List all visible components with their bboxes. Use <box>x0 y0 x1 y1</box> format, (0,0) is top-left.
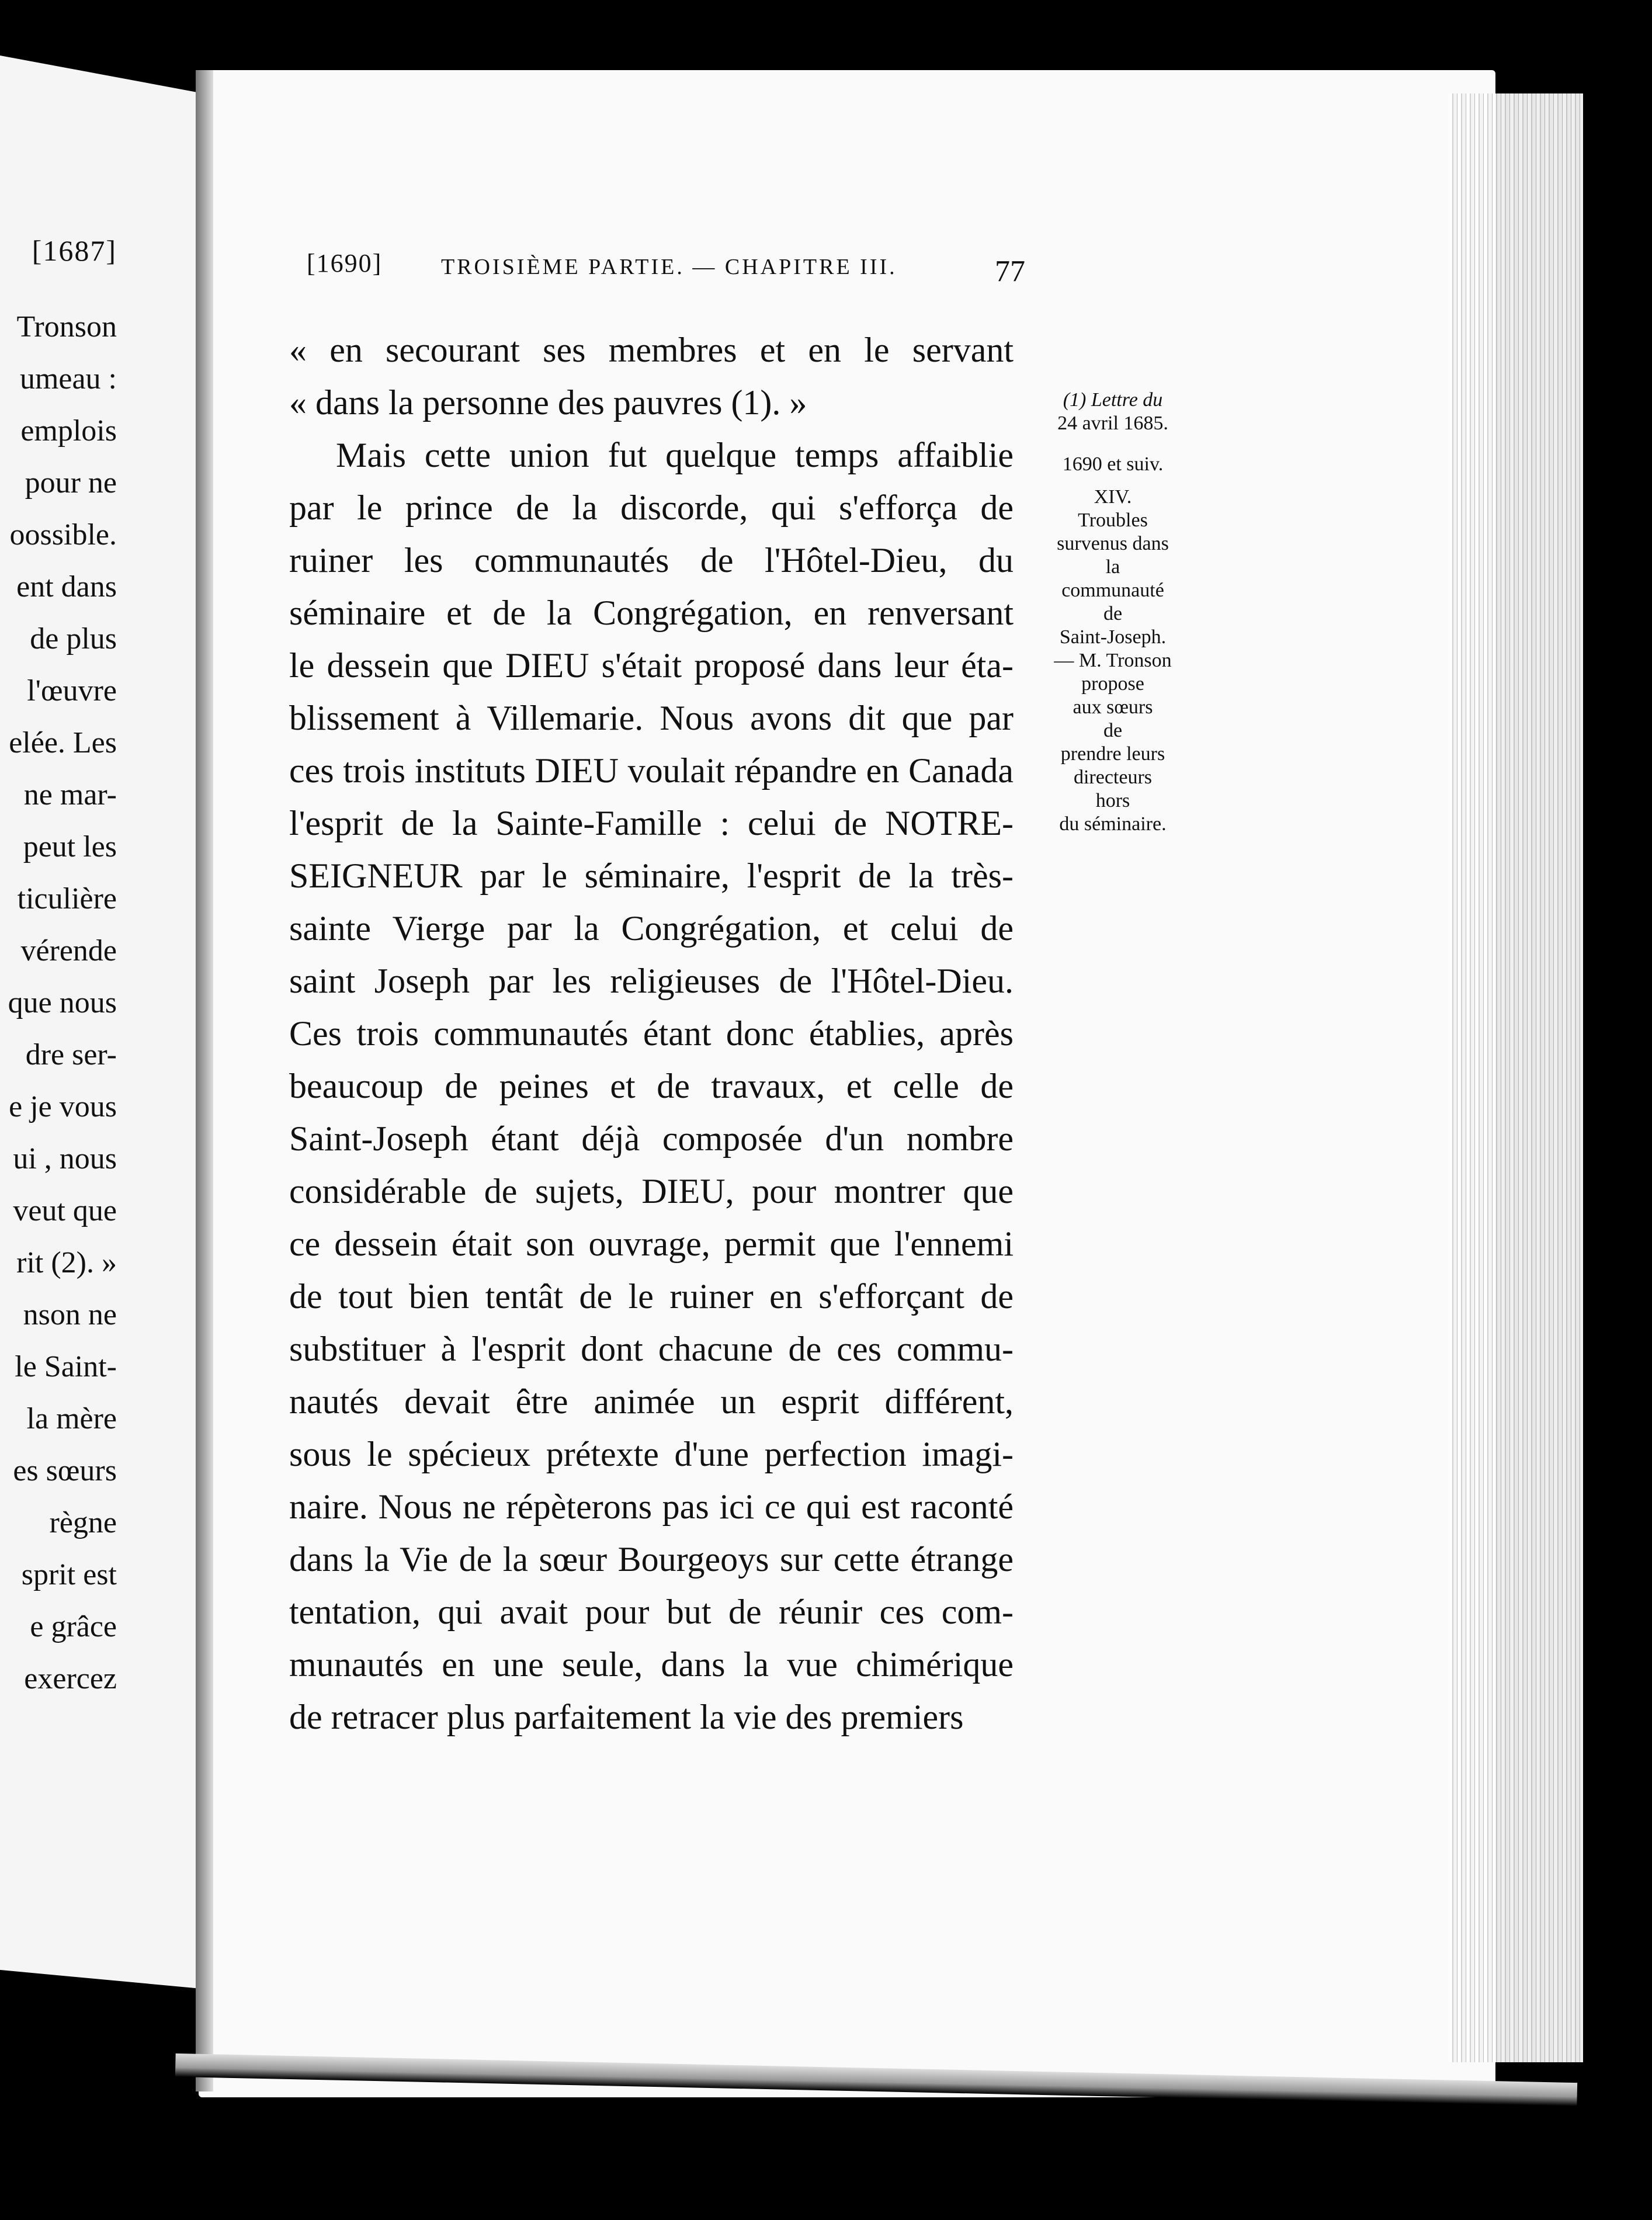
body-line: considérable de sujets, DIEU, pour montrer que <box>289 1172 1014 1210</box>
body-line: tentation, qui avait pour but de réunir ces com- <box>289 1593 1014 1631</box>
left-page-line: peut les <box>23 830 117 863</box>
body-line: saint Joseph par les religieuses de l'Hôtel-Dieu. <box>289 962 1014 1000</box>
margin-notes <box>1028 388 1198 836</box>
margin-summary-line: du séminaire. <box>1059 813 1167 835</box>
body-line: sous le spécieux prétexte d'une perfection imagi- <box>289 1435 1014 1473</box>
margin-summary-line: — M. Tronson <box>1054 650 1172 671</box>
margin-summary-line: de <box>1103 720 1123 741</box>
page-number: 77 <box>995 255 1025 288</box>
body-line: Ces trois communautés étant donc établies, après <box>289 1014 1014 1053</box>
left-page-line: ent dans <box>16 570 117 603</box>
footnote-line: 24 avril 1685. <box>1057 412 1168 434</box>
body-line: ce dessein était son ouvrage, permit que l'ennemi <box>289 1225 1014 1263</box>
left-page-line: de plus <box>30 622 117 655</box>
body-line: beaucoup de peines et de travaux, et celle de <box>289 1067 1014 1105</box>
left-page-header: [1687] <box>32 234 117 267</box>
left-page-line: umeau : <box>19 362 117 396</box>
left-page-line: l'œuvre <box>27 674 117 707</box>
margin-summary-line: communauté <box>1061 580 1164 601</box>
left-page-line: ticulière <box>17 882 117 915</box>
margin-summary-line: XIV. <box>1094 486 1132 508</box>
body-line: blissement à Villemarie. Nous avons dit que par <box>289 699 1014 737</box>
margin-summary-line: Troubles <box>1078 509 1148 531</box>
left-page-line: veut que <box>13 1194 117 1227</box>
body-line: de tout bien tentât de le ruiner en s'efforçant de <box>289 1277 1014 1316</box>
body-line: le dessein que DIEU s'était proposé dans leur éta- <box>289 646 1014 685</box>
margin-summary-line: survenus dans <box>1057 533 1169 554</box>
margin-summary-line: directeurs <box>1073 766 1153 788</box>
margin-summary-line: la <box>1105 556 1120 578</box>
body-line: par le prince de la discorde, qui s'efforça de <box>289 488 1014 527</box>
left-page-line: pour ne <box>25 466 117 500</box>
margin-summary-line: Saint-Joseph. <box>1059 626 1167 648</box>
body-line: sainte Vierge par la Congrégation, et celui de <box>289 909 1014 948</box>
running-head <box>307 248 1025 295</box>
body-line: munautés en une seule, dans la vue chimérique <box>289 1645 1014 1684</box>
body-line: Saint-Joseph étant déjà composée d'un nombre <box>289 1119 1014 1158</box>
margin-summary-line: aux sœurs <box>1073 696 1153 718</box>
left-page <box>0 56 207 1989</box>
body-line: « en secourant ses membres et en le servant <box>289 331 1014 369</box>
body-line: nautés devait être animée un esprit différent, <box>289 1382 1014 1421</box>
body-line: ruiner les communautés de l'Hôtel-Dieu, du <box>289 541 1014 580</box>
left-page-line: dre ser- <box>25 1038 117 1071</box>
left-page-line: emplois <box>20 414 117 448</box>
left-page-line: la mère <box>26 1402 117 1435</box>
margin-summary-line: hors <box>1095 790 1130 811</box>
body-line: substituer à l'esprit dont chacune de ces commu- <box>289 1330 1014 1368</box>
running-head-year: [1690] <box>307 249 383 278</box>
book-spine <box>196 70 213 2091</box>
left-page-line: oossible. <box>9 518 117 551</box>
left-page-line: ui , nous <box>13 1142 117 1175</box>
margin-summary-line: prendre leurs <box>1060 743 1165 765</box>
left-page-line: nson ne <box>23 1298 117 1331</box>
left-page-line: que nous <box>8 986 117 1019</box>
running-head-title: TROISIÈME PARTIE. — CHAPITRE III. <box>441 255 897 279</box>
footnote <box>1028 388 1198 435</box>
left-page-line: sprit est <box>21 1558 117 1591</box>
left-page-line: règne <box>49 1506 117 1539</box>
body-line: naire. Nous ne répèterons pas ici ce qui est raconté <box>289 1487 1014 1526</box>
left-page-line: le Saint- <box>15 1350 117 1383</box>
left-page-line: elée. Les <box>9 726 117 759</box>
margin-date: 1690 et suiv. <box>1062 453 1164 475</box>
left-page-line: ne mar- <box>23 778 117 811</box>
body-line: ces trois instituts DIEU voulait répandre en Canada <box>289 751 1014 790</box>
margin-summary <box>1028 485 1198 836</box>
left-page-line: Tronson <box>16 310 117 344</box>
body-line: « dans la personne des pauvres (1). » <box>289 383 807 422</box>
body-line: l'esprit de la Sainte-Famille : celui de NOTRE- <box>289 804 1014 842</box>
margin-summary-line: propose <box>1081 673 1144 695</box>
left-page-line: exercez <box>24 1662 117 1695</box>
body-line: Mais cette union fut quelque temps affaiblie <box>336 436 1014 474</box>
page-edges <box>1449 93 1583 2062</box>
left-page-line: e grâce <box>30 1610 117 1643</box>
footnote-line: (1) Lettre du <box>1063 389 1163 411</box>
body-line: séminaire et de la Congrégation, en renversant <box>289 594 1014 632</box>
body-line: dans la Vie de la sœur Bourgeoys sur cette étrange <box>289 1540 1014 1579</box>
body-line: de retracer plus parfaitement la vie des premiers <box>289 1698 964 1736</box>
left-page-line: vérende <box>20 934 117 967</box>
left-page-line: es sœurs <box>13 1454 117 1487</box>
margin-summary-line: de <box>1103 603 1123 625</box>
left-page-line: rit (2). » <box>16 1246 117 1279</box>
body-line: SEIGNEUR par le séminaire, l'esprit de la très- <box>289 856 1014 895</box>
left-page-line: e je vous <box>9 1090 117 1123</box>
